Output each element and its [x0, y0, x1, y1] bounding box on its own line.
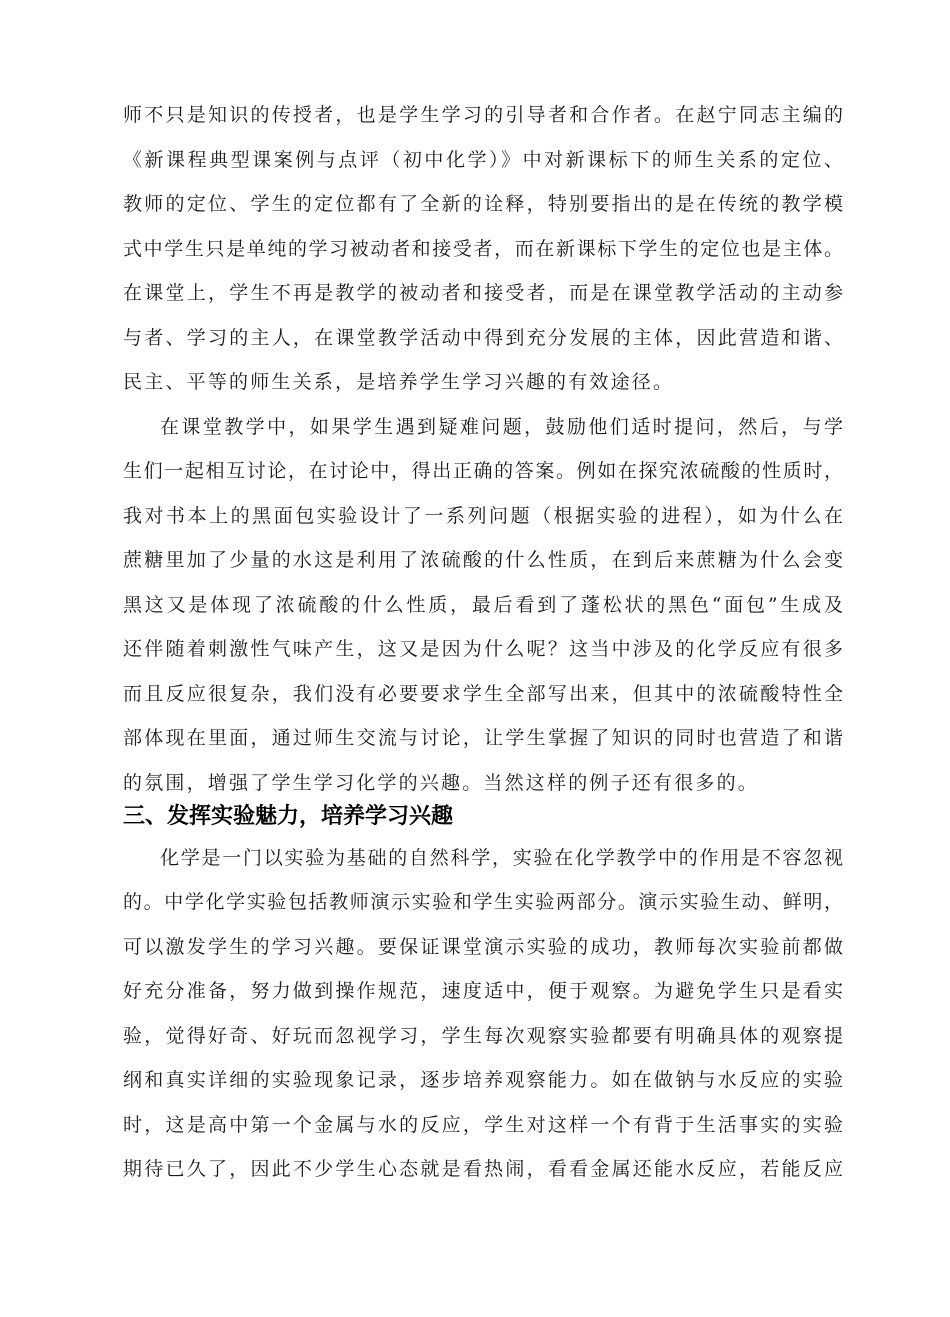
paragraph2-line-5: 黑这又是体现了浓硫酸的什么性质，最后看到了蓬松状的黑色“面包”生成及 [123, 594, 843, 616]
paragraph3-line-1: 化学是一门以实验为基础的自然科学，实验在化学教学中的作用是不容忽视 [160, 847, 843, 869]
paragraph3-line-5: 验，觉得好奇、好玩而忽视学习，学生每次观察实验都要有明确具体的观察提 [123, 1025, 843, 1047]
paragraph1-line-7: 民主、平等的师生关系，是培养学生学习兴趣的有效途径。 [123, 371, 675, 393]
paragraph3-line-3: 可以激发学生的学习兴趣。要保证课堂演示实验的成功，教师每次实验前都做 [123, 936, 843, 958]
section-heading: 三、发挥实验魅力，培养学习兴趣 [123, 804, 454, 829]
paragraph1-line-1: 师不只是知识的传授者，也是学生学习的引导者和合作者。在赵宁同志主编的 [123, 104, 843, 126]
paragraph3-line-4: 好充分准备，努力做到操作规范，速度适中，便于观察。为避免学生只是看实 [123, 980, 843, 1002]
paragraph2-line-4: 蔗糖里加了少量的水这是利用了浓硫酸的什么性质，在到后来蔗糖为什么会变 [123, 549, 843, 571]
paragraph1-line-4: 式中学生只是单纯的学习被动者和接受者，而在新课标下学生的定位也是主体。 [123, 238, 843, 260]
paragraph2-line-1: 在课堂教学中，如果学生遇到疑难问题，鼓励他们适时提问，然后，与学 [160, 416, 843, 438]
paragraph2-line-8: 部体现在里面，通过师生交流与讨论，让学生掌握了知识的同时也营造了和谐 [123, 727, 843, 749]
paragraph2-line-6: 还伴随着刺激性气味产生，这又是因为什么呢？这当中涉及的化学反应有很多 [123, 638, 843, 660]
paragraph1-line-2: 《新课程典型课案例与点评（初中化学）》中对新课标下的师生关系的定位、 [123, 149, 843, 171]
paragraph2-line-3: 我对书本上的黑面包实验设计了一系列问题（根据实验的进程），如为什么在 [123, 505, 843, 527]
paragraph1-line-3: 教师的定位、学生的定位都有了全新的诠释，特别要指出的是在传统的教学模 [123, 193, 843, 215]
paragraph1-line-6: 与者、学习的主人，在课堂教学活动中得到充分发展的主体，因此营造和谐、 [123, 327, 843, 349]
paragraph2-line-9: 的氛围，增强了学生学习化学的兴趣。当然这样的例子还有很多的。 [123, 772, 760, 794]
paragraph1-line-5: 在课堂上，学生不再是教学的被动者和接受者，而是在课堂教学活动的主动参 [123, 282, 843, 304]
paragraph2-line-7: 而且反应很复杂，我们没有必要要求学生全部写出来，但其中的浓硫酸特性全 [123, 683, 843, 705]
paragraph2-line-2: 生们一起相互讨论，在讨论中，得出正确的答案。例如在探究浓硫酸的性质时， [123, 460, 843, 482]
paragraph3-line-8: 期待已久了，因此不少学生心态就是看热闹，看看金属还能水反应，若能反应 [123, 1158, 843, 1180]
paragraph3-line-6: 纲和真实详细的实验现象记录，逐步培养观察能力。如在做钠与水反应的实验 [123, 1069, 843, 1091]
paragraph3-line-7: 时，这是高中第一个金属与水的反应，学生对这样一个有背于生活事实的实验 [123, 1114, 843, 1136]
paragraph3-line-2: 的。中学化学实验包括教师演示实验和学生实验两部分。演示实验生动、鲜明， [123, 891, 843, 913]
